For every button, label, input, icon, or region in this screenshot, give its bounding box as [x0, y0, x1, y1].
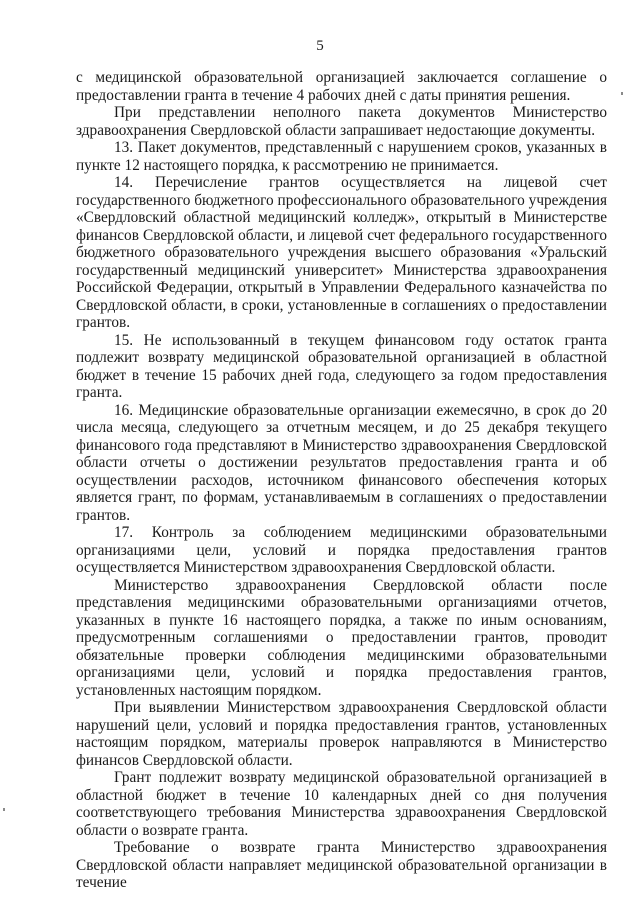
paragraph-13: 13. Пакет документов, представленный с нарушением сроков, указанных в пункте 12 настоящего порядка, к рассмотрению не принимается. — [76, 139, 607, 174]
scan-speck-mark — [621, 92, 623, 95]
paragraph-grant-return: Грант подлежит возврату медицинской образовательной организацией в областной бюджет в течение 10 календарных дней со дня получения соответствующего требования Министерства здравоохранения Свердловской области о возврате гранта. — [76, 769, 607, 839]
document-body — [76, 69, 607, 892]
paragraph-continuation: с медицинской образовательной организацией заключается соглашение о предоставлении гранта в течение 4 рабочих дней с даты принятия решения. — [76, 69, 607, 104]
page-number: 5 — [316, 38, 324, 54]
paragraph-violations: При выявлении Министерством здравоохранения Свердловской области нарушений цели, условий и порядка предоставления грантов, установленных настоящим порядком, материалы проверок направляются в Министерство финансов Свердловской области. — [76, 699, 607, 769]
paragraph-incomplete-package: При представлении неполного пакета документов Министерство здравоохранения Свердловской области запрашивает недостающие документы. — [76, 104, 607, 139]
paragraph-17: 17. Контроль за соблюдением медицинскими образовательными организациями цели, условий и порядка предоставления грантов осуществляется Министерством здравоохранения Свердловской области. — [76, 524, 607, 576]
paragraph-return-request: Требование о возврате гранта Министерство здравоохранения Свердловской области направляет медицинской образовательной организации в течение — [76, 839, 607, 891]
paragraph-inspections: Министерство здравоохранения Свердловской области после представления медицинскими образовательными организациями отчетов, указанных в пункте 16 настоящего порядка, а также по иным основаниям, предусмотренным соглашениями о предоставлении грантов, проводит обязательные проверки соблюдения медицинскими образовательными организациями цели, условий и порядка предоставления грантов, установленных настоящим порядком. — [76, 576, 607, 699]
paragraph-14: 14. Перечисление грантов осуществляется на лицевой счет государственного бюджетного профессионального образовательного учреждения «Свердловский областной медицинский колледж», открытый в Министерстве финансов Свердловской области, и лицевой счет федерального государственного бюджетного образовательного учреждения высшего образования «Уральский государственный медицинский университет» Министерства здравоохранения Российской Федерации, открытый в Управлении Федерального казначейства по Свердловской области, в сроки, установленные в соглашениях о предоставлении грантов. — [76, 174, 607, 331]
paragraph-15: 15. Не использованный в текущем финансовом году остаток гранта подлежит возврату медицинской образовательной организацией в областной бюджет в течение 15 рабочих дней года, следующего за годом предоставления гранта. — [76, 331, 607, 401]
scan-speck-mark — [3, 808, 5, 811]
paragraph-16: 16. Медицинские образовательные организации ежемесячно, в срок до 20 числа месяца, следующего за отчетным месяцем, и до 25 декабря текущего финансового года представляют в Министерство здравоохранения Свердловской области отчеты о достижении результатов предоставления гранта и об осуществлении расходов, источником финансового обеспечения которых является грант, по формам, устанавливаемым в соглашениях о предоставлении грантов. — [76, 401, 607, 524]
